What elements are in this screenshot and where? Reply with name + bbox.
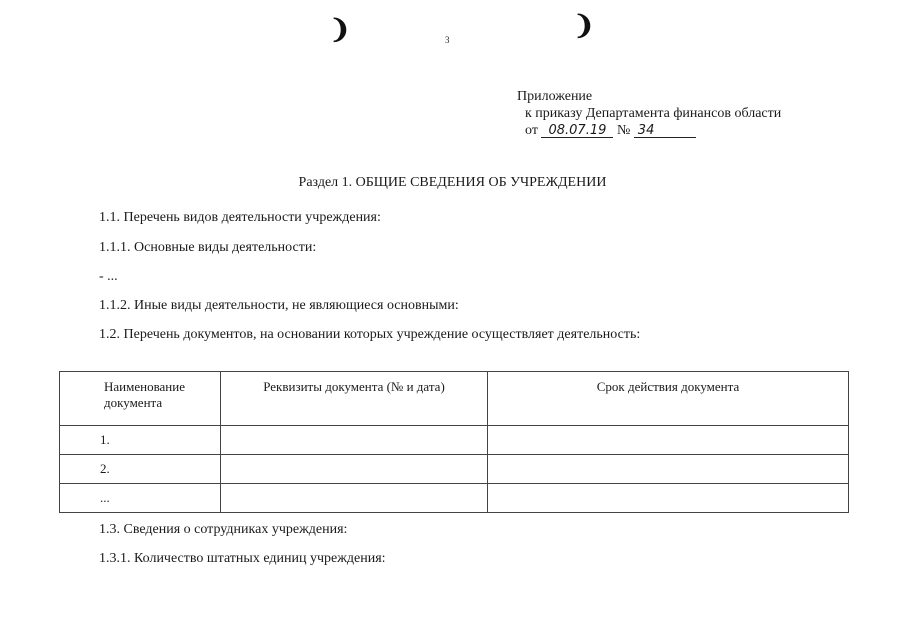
header-document-name: Наименование документа <box>60 372 221 426</box>
paragraph-1-2: 1.2. Перечень документов, на основании которых учреждение осуществляет деятельность: <box>99 327 641 342</box>
page-number: 3 <box>445 35 450 45</box>
table-header-row <box>60 372 849 426</box>
table-cell <box>488 455 849 484</box>
section-title: Раздел 1. ОБЩИЕ СВЕДЕНИЯ ОБ УЧРЕЖДЕНИИ <box>298 175 607 190</box>
table-cell <box>488 484 849 513</box>
documents-table <box>59 371 849 513</box>
table-cell-number: ... <box>60 484 221 513</box>
dash-item: - ... <box>99 269 118 284</box>
order-number: 34 <box>634 124 696 138</box>
appendix-date-line <box>517 122 781 139</box>
paragraph-1-1: 1.1. Перечень видов деятельности учреждения: <box>99 210 381 225</box>
paragraph-1-1-2: 1.1.2. Иные виды деятельности, не являющиеся основными: <box>99 298 459 313</box>
appendix-title: Приложение <box>517 89 593 104</box>
binder-mark-right: ❩ <box>573 11 595 40</box>
table-row <box>60 484 849 513</box>
table-cell <box>221 455 488 484</box>
paragraph-1-3-1: 1.3.1. Количество штатных единиц учреждения: <box>99 551 386 566</box>
header-validity-period: Срок действия документа <box>488 372 849 426</box>
binder-mark-left: ❩ <box>329 15 351 44</box>
order-date: 08.07.19 <box>541 124 613 138</box>
number-label: № <box>616 123 631 138</box>
appendix-block <box>517 88 781 139</box>
table-row <box>60 455 849 484</box>
paragraph-1-1-1: 1.1.1. Основные виды деятельности: <box>99 240 317 255</box>
from-label: от <box>525 123 538 138</box>
table-row <box>60 426 849 455</box>
table-cell <box>221 484 488 513</box>
appendix-order-ref: к приказу Департамента финансов области <box>525 106 782 121</box>
table-cell-number: 2. <box>60 455 221 484</box>
paragraph-1-3: 1.3. Сведения о сотрудниках учреждения: <box>99 522 348 537</box>
table-cell <box>221 426 488 455</box>
table-cell <box>488 426 849 455</box>
table-cell-number: 1. <box>60 426 221 455</box>
header-document-details: Реквизиты документа (№ и дата) <box>221 372 488 426</box>
